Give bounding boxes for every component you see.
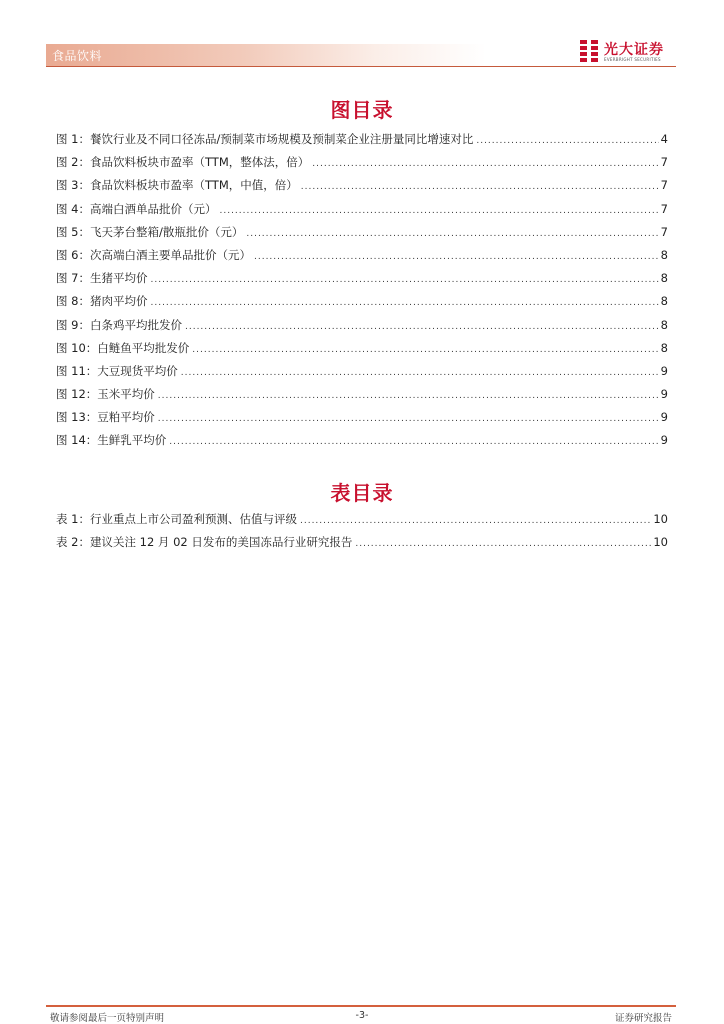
toc-row[interactable] — [56, 337, 668, 360]
toc-leader — [355, 533, 651, 556]
toc-row[interactable] — [56, 174, 668, 197]
toc-label: 图 9：白条鸡平均批发价 — [56, 317, 182, 332]
footer-doc-type: 证券研究报告 — [614, 1013, 672, 1024]
page-number: -3- — [355, 1010, 369, 1021]
toc-label: 图 14：生鲜乳平均价 — [56, 433, 167, 448]
toc-label: 图 3：食品饮料板块市盈率（TTM，中值，倍） — [56, 178, 298, 193]
toc-label: 图 5：飞天茅台整箱/散瓶批价（元） — [56, 224, 244, 239]
toc-leader — [254, 246, 659, 269]
toc-row[interactable] — [56, 151, 668, 174]
toc-leader — [158, 408, 659, 431]
logo-mark-icon — [580, 40, 598, 62]
toc-leader — [476, 130, 658, 153]
toc-leader — [181, 362, 659, 385]
toc-row[interactable] — [56, 290, 668, 313]
toc-page: 8 — [660, 247, 668, 262]
toc-label: 表 2：建议关注 12 月 02 日发布的美国冻品行业研究报告 — [56, 535, 353, 550]
toc-label: 图 11：大豆现货平均价 — [56, 363, 178, 378]
logo-text: 光大证券 — [604, 42, 664, 58]
toc-page: 7 — [660, 224, 668, 239]
toc-page: 7 — [660, 155, 668, 170]
toc-label: 图 4：高端白酒单品批价（元） — [56, 201, 217, 216]
toc-row[interactable] — [56, 221, 668, 244]
figures-toc-title: 图目录 — [330, 98, 394, 122]
toc-label: 图 8：猪肉平均价 — [56, 294, 148, 309]
toc-page: 7 — [660, 201, 668, 216]
tables-toc-title: 表目录 — [330, 481, 394, 505]
section-label: 食品饮料 — [52, 49, 103, 63]
toc-leader — [300, 510, 651, 533]
toc-page: 9 — [660, 410, 668, 425]
header-rule — [46, 66, 676, 67]
toc-page: 10 — [653, 535, 668, 550]
toc-leader — [150, 269, 658, 292]
toc-label: 图 1：餐饮行业及不同口径冻品/预制菜市场规模及预制菜企业注册量同比增速对比 — [56, 132, 474, 146]
toc-label: 图 13：豆粕平均价 — [56, 410, 155, 425]
toc-page: 7 — [660, 178, 668, 193]
toc-page: 8 — [660, 271, 668, 286]
toc-leader — [185, 316, 659, 339]
toc-row[interactable] — [56, 508, 668, 531]
toc-leader — [169, 431, 658, 454]
figures-toc-list — [56, 128, 668, 453]
toc-leader — [158, 385, 659, 408]
toc-page: 9 — [660, 433, 668, 448]
footer-disclaimer: 敬请参阅最后一页特别声明 — [50, 1013, 165, 1024]
toc-leader — [150, 292, 658, 315]
toc-label: 图 7：生猪平均价 — [56, 271, 148, 286]
toc-page: 8 — [660, 340, 668, 355]
toc-leader — [192, 339, 658, 362]
toc-row[interactable] — [56, 244, 668, 267]
toc-page: 10 — [653, 512, 668, 526]
header-band — [46, 44, 486, 66]
company-logo — [580, 38, 676, 64]
toc-leader — [219, 200, 658, 223]
toc-row[interactable] — [56, 360, 668, 383]
toc-page: 9 — [660, 363, 668, 378]
toc-label: 图 10：白鲢鱼平均批发价 — [56, 340, 190, 355]
toc-row[interactable] — [56, 314, 668, 337]
toc-page: 8 — [660, 294, 668, 309]
toc-row[interactable] — [56, 198, 668, 221]
footer-rule — [46, 1005, 676, 1007]
toc-label: 表 1：行业重点上市公司盈利预测、估值与评级 — [56, 512, 297, 526]
toc-leader — [246, 223, 658, 246]
toc-row[interactable] — [56, 383, 668, 406]
toc-row[interactable] — [56, 531, 668, 554]
toc-page: 4 — [660, 132, 668, 146]
toc-row[interactable] — [56, 406, 668, 429]
toc-label: 图 12：玉米平均价 — [56, 387, 155, 402]
toc-row[interactable] — [56, 429, 668, 452]
toc-leader — [312, 153, 658, 176]
toc-leader — [301, 176, 659, 199]
toc-page: 8 — [660, 317, 668, 332]
tables-toc-list — [56, 508, 668, 554]
toc-row[interactable] — [56, 128, 668, 151]
toc-row[interactable] — [56, 267, 668, 290]
toc-page: 9 — [660, 387, 668, 402]
toc-label: 图 6：次高端白酒主要单品批价（元） — [56, 247, 251, 262]
toc-label: 图 2：食品饮料板块市盈率（TTM，整体法，倍） — [56, 155, 310, 170]
logo-subtext: EVERBRIGHT SECURITIES — [604, 57, 661, 62]
